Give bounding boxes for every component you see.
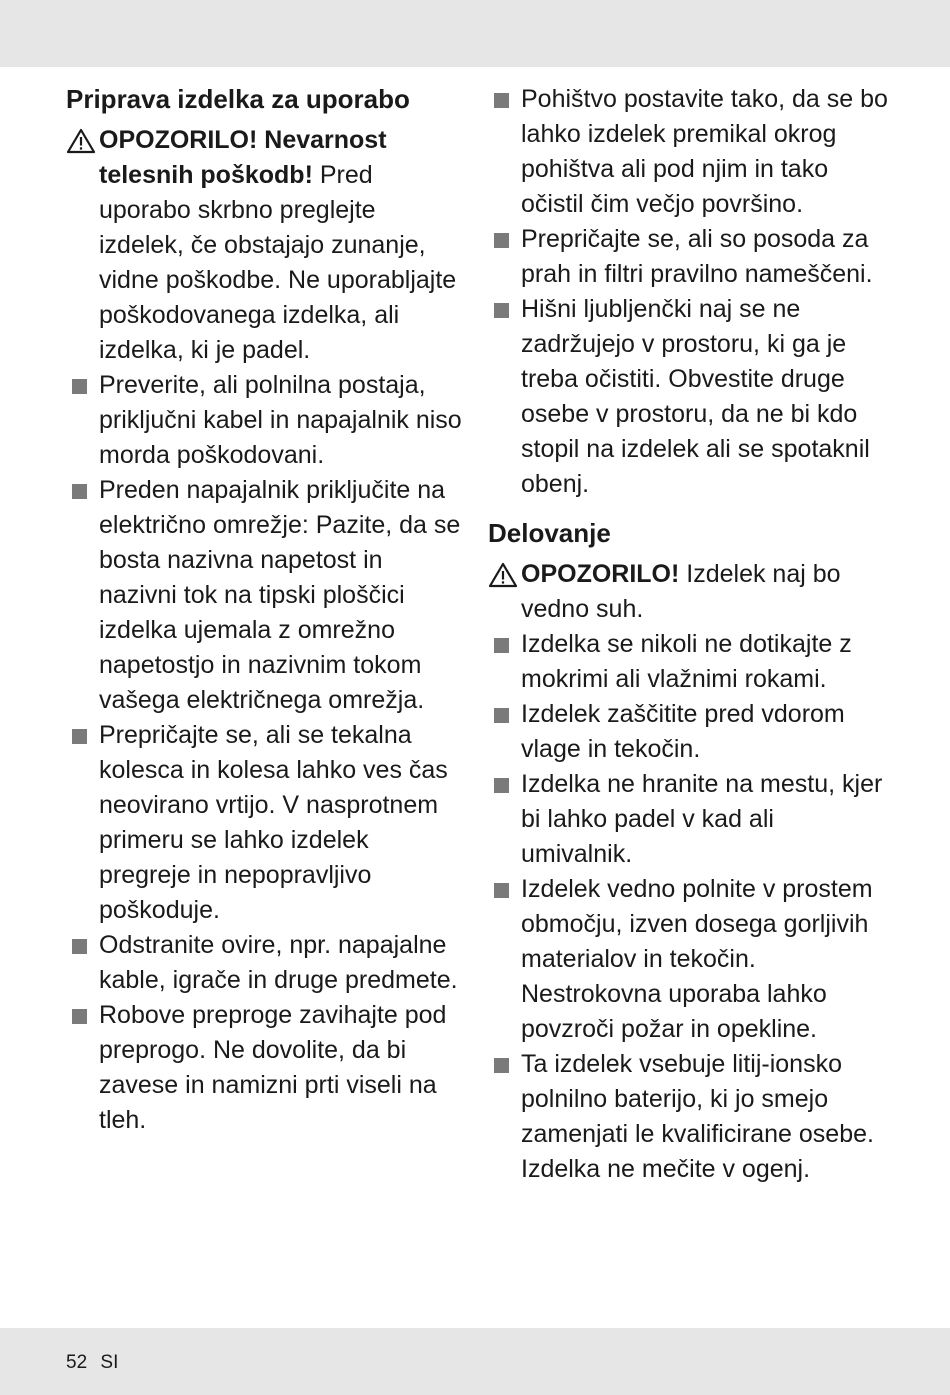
list-item xyxy=(488,627,888,697)
section-heading-operation: Delovanje xyxy=(488,518,611,548)
list-item xyxy=(488,767,888,872)
warning-text: Izdelek naj bo vedno suh. xyxy=(521,559,841,623)
list-item-text: Odstranite ovire, npr. napajalne kable, igrače in druge predmete. xyxy=(99,930,458,994)
warning-text: Pred uporabo skrbno preglejte izdelek, če obstajajo zunanje, vidne poškodbe. Ne uporabljajte poškodovanega izdelka, ali izdelka, ki je padel. xyxy=(99,160,457,364)
warning-triangle-icon xyxy=(66,128,96,154)
square-bullet-icon xyxy=(494,778,509,793)
list-item xyxy=(488,292,888,502)
square-bullet-icon xyxy=(494,1058,509,1073)
list-item xyxy=(488,1047,888,1187)
list-item-text: Prepričajte se, ali so posoda za prah in filtri pravilno nameščeni. xyxy=(521,225,873,288)
list-item xyxy=(488,697,888,767)
list-item-text: Preverite, ali polnilna postaja, priključni kabel in napajalnik niso morda poškodovani. xyxy=(99,370,462,469)
language-code: SI xyxy=(100,1352,119,1373)
list-item-text: Izdelka se nikoli ne dotikajte z mokrimi ali vlažnimi rokami. xyxy=(521,629,852,693)
list-item xyxy=(488,222,888,292)
square-bullet-icon xyxy=(72,484,87,499)
list-item-text: Izdelka ne hranite na mestu, kjer bi lahko padel v kad ali umivalnik. xyxy=(521,769,883,868)
square-bullet-icon xyxy=(494,303,509,318)
square-bullet-icon xyxy=(72,729,87,744)
square-bullet-icon xyxy=(494,93,509,108)
square-bullet-icon xyxy=(494,233,509,248)
list-item-text: Prepričajte se, ali se tekalna kolesca in kolesa lahko ves čas neovirano vrtijo. V nasprotnem primeru se lahko izdelek pregreje in nepopravljivo poškoduje. xyxy=(99,720,448,924)
square-bullet-icon xyxy=(72,1009,87,1024)
list-item-text: Izdelek vedno polnite v prostem območju, izven dosega gorljivih materialov in tekočin. Nestrokovna uporaba lahko povzroči požar in opekline. xyxy=(521,874,873,1043)
list-item xyxy=(66,998,464,1138)
warning-block xyxy=(66,123,464,368)
list-item-text: Hišni ljubljenčki naj se ne zadržujejo v prostoru, ki ga je treba očistiti. Obvestite druge osebe v prostoru, da ne bi kdo stopil na izdelek ali se spotaknil obenj. xyxy=(521,295,870,498)
list-item-text: Preden napajalnik priključite na električno omrežje: Pazite, da se bosta nazivna napetost in nazivni tok na tipski ploščici izdelka ujemala z omrežno napetostjo in nazivnim tokom vašega električnega omrežja. xyxy=(99,475,461,714)
list-item-text: Izdelek zaščitite pred vdorom vlage in tekočin. xyxy=(521,699,845,763)
square-bullet-icon xyxy=(494,883,509,898)
list-item-text: Pohištvo postavite tako, da se bo lahko izdelek premikal okrog pohištva ali pod njim in tako očistil čim večjo površino. xyxy=(521,85,888,218)
list-item xyxy=(66,928,464,998)
warning-title: OPOZORILO! xyxy=(521,559,680,588)
page-number: 52 xyxy=(66,1352,88,1373)
footer-band xyxy=(0,1328,950,1395)
header-band xyxy=(0,0,950,67)
square-bullet-icon xyxy=(72,939,87,954)
list-item xyxy=(66,718,464,928)
list-item xyxy=(66,473,464,718)
right-column xyxy=(488,82,888,1187)
list-item xyxy=(488,82,888,222)
list-item xyxy=(66,368,464,473)
list-item xyxy=(488,872,888,1047)
list-item-text: Robove preproge zavihajte pod preprogo. Ne dovolite, da bi zavese in namizni prti viseli na tleh. xyxy=(99,1000,447,1134)
square-bullet-icon xyxy=(494,638,509,653)
page-footer xyxy=(66,1351,126,1375)
left-column xyxy=(66,82,464,1138)
warning-title: OPOZORILO! Nevarnost telesnih poškodb! xyxy=(99,125,387,189)
warning-triangle-icon xyxy=(488,562,518,588)
warning-block xyxy=(488,557,888,627)
square-bullet-icon xyxy=(494,708,509,723)
list-item-text: Ta izdelek vsebuje litij-ionsko polnilno baterijo, ki jo smejo zamenjati le kvalificirane osebe. Izdelka ne mečite v ogenj. xyxy=(521,1049,874,1183)
section-heading-preparation: Priprava izdelka za uporabo xyxy=(66,84,410,114)
square-bullet-icon xyxy=(72,379,87,394)
